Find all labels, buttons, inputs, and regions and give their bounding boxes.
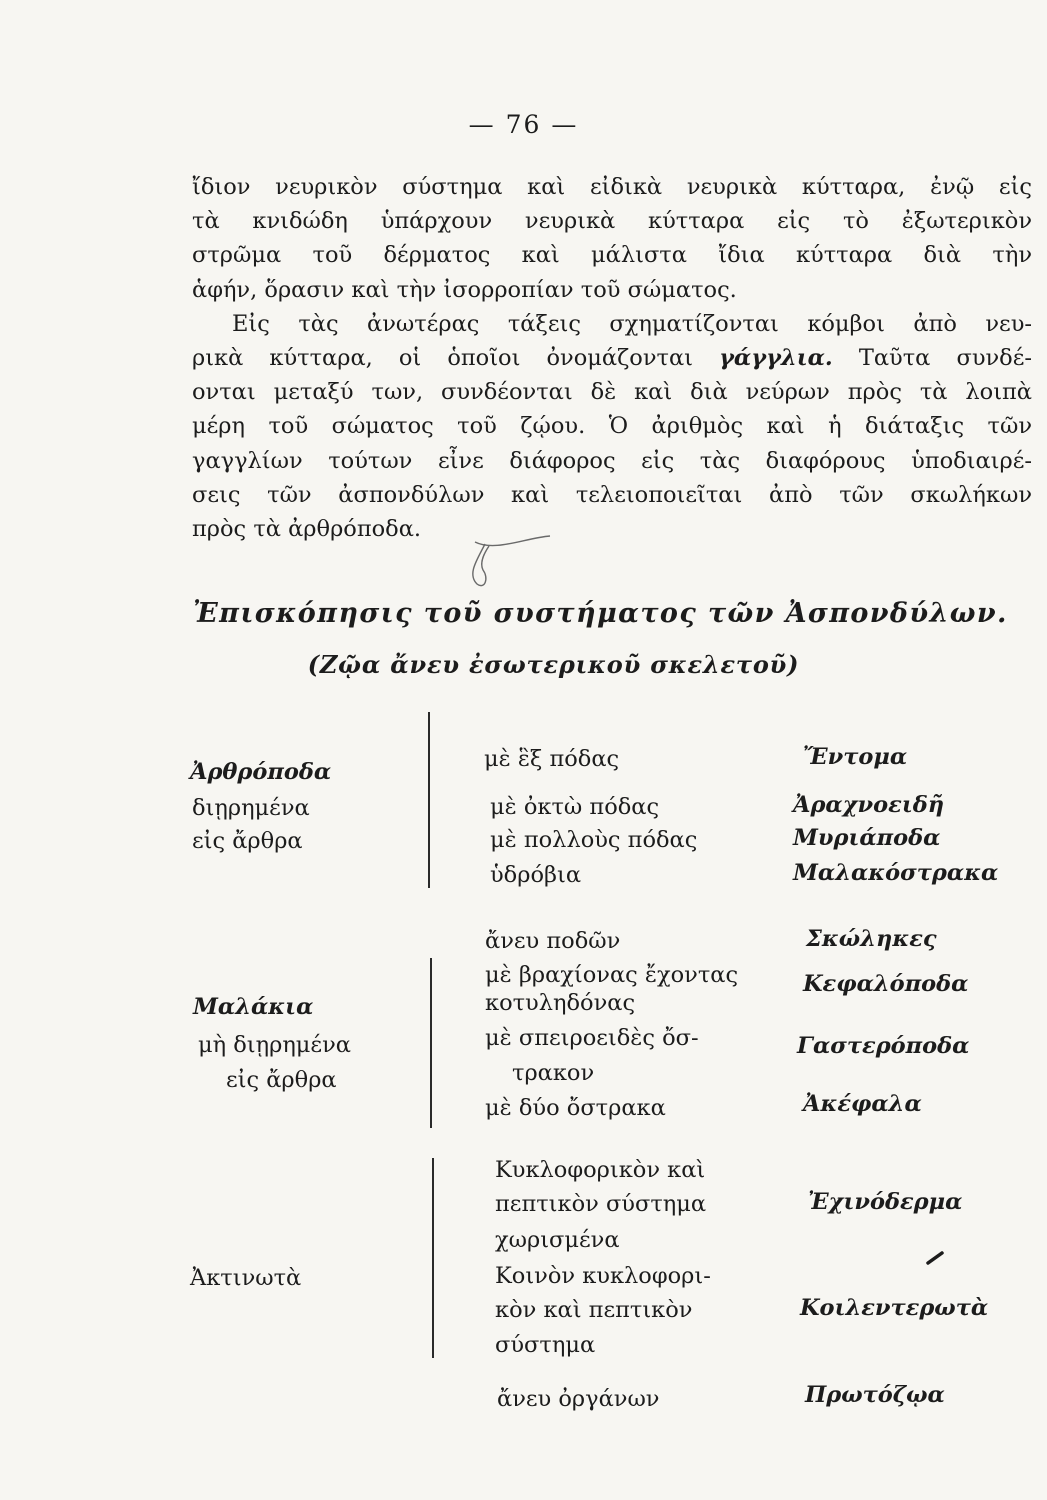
- text-line: μέρη τοῦ σώματος τοῦ ζῴου. Ὁ ἀριθμὸς καὶ ἡ διάταξις τῶν: [192, 413, 1032, 440]
- feature-text: μὲ βραχίονας ἔχοντας: [485, 962, 739, 988]
- text-line: ονται μεταξύ των, συνδέονται δὲ καὶ διὰ νεύρων πρὸς τὰ λοιπὰ: [192, 379, 1032, 406]
- feature-text: μὲ ἓξ πόδας: [484, 746, 620, 772]
- group-name-arthropoda: Ἀρθρόποδα: [190, 759, 332, 785]
- text-line: [192, 341, 1032, 375]
- class-name: Σκώληκες: [806, 926, 937, 952]
- feature-text: ἄνευ ὀργάνων: [497, 1386, 660, 1412]
- feature-text: μὲ πολλοὺς πόδας: [490, 827, 698, 853]
- ink-mark: [925, 1250, 945, 1266]
- text-line: στρῶμα τοῦ δέρματος καὶ μάλιστα ἴδια κύτταρα διὰ τὴν: [192, 242, 1032, 269]
- feature-text: Κοινὸν κυκλοφορι-: [495, 1263, 711, 1289]
- text-fragment: Ταῦτα συνδέ-: [858, 344, 1032, 371]
- text-fragment: ρικὰ κύτταρα, οἱ ὁποῖοι ὀνομάζονται: [192, 344, 693, 371]
- brace-line: [428, 712, 430, 800]
- brace-line: [430, 958, 432, 1128]
- section-heading: Ἐπισκόπησις τοῦ συστήματος τῶν Ἀσπονδύλων.: [193, 598, 1008, 629]
- section-subheading: (Ζῷα ἄνευ ἐσωτερικοῦ σκελετοῦ): [307, 650, 800, 679]
- group-description: εἰς ἄρθρα: [192, 828, 303, 854]
- class-name: Πρωτόζῳα: [805, 1382, 945, 1408]
- brace-line: [432, 1158, 434, 1358]
- text-line: τὰ κνιδώδη ὑπάρχουν νευρικὰ κύτταρα εἰς τὸ ἐξωτερικὸν: [192, 208, 1032, 235]
- feature-text: τρακον: [512, 1060, 595, 1086]
- text-line: ἁφήν, ὅρασιν καὶ τὴν ἰσορροπίαν τοῦ σώματος.: [192, 276, 737, 303]
- feature-text: πεπτικὸν σύστημα: [495, 1191, 707, 1217]
- class-name: Κεφαλόποδα: [803, 971, 969, 997]
- text-line: γαγγλίων τούτων εἶνε διάφορος εἰς τὰς διαφόρους ὑποδιαιρέ-: [192, 447, 1032, 474]
- feature-text: σύστημα: [495, 1332, 596, 1358]
- group-description: εἰς ἄρθρα: [226, 1067, 337, 1093]
- feature-text: μὲ ὀκτὼ πόδας: [490, 794, 660, 820]
- feature-text: κὸν καὶ πεπτικὸν: [495, 1297, 693, 1323]
- feature-text: κοτυληδόνας: [485, 990, 636, 1016]
- text-line: πρὸς τὰ ἀρθρόποδα.: [192, 515, 422, 542]
- class-name: Ἀκέφαλα: [803, 1091, 922, 1117]
- feature-text: ὑδρόβια: [490, 862, 582, 888]
- body-text: [192, 170, 1032, 546]
- class-name: Κοιλεντερωτὰ: [800, 1295, 989, 1321]
- text-line: ἴδιον νευρικὸν σύστημα καὶ εἰδικὰ νευρικὰ κύτταρα, ἐνῷ εἰς: [192, 174, 1032, 200]
- class-name: Ἀραχνοειδῆ: [793, 792, 945, 818]
- class-name: Μαλακόστρακα: [793, 860, 999, 886]
- feature-text: μὲ δύο ὄστρακα: [485, 1095, 666, 1121]
- text-line: Εἰς τὰς ἀνωτέρας τάξεις σχηματίζονται κόμβοι ἀπὸ νευ-: [232, 310, 1032, 337]
- group-name-malakia: Μαλάκια: [193, 994, 314, 1020]
- group-name-aktinota: Ἀκτινωτὰ: [190, 1265, 302, 1291]
- page-number: — 76 —: [468, 110, 579, 139]
- feature-text: ἄνευ ποδῶν: [485, 928, 621, 954]
- group-description: διῃρημένα: [192, 795, 310, 821]
- feature-text: χωρισμένα: [495, 1227, 620, 1253]
- class-name: Μυριάποδα: [793, 825, 941, 851]
- pencil-mark: [455, 530, 555, 595]
- group-description: μὴ διῃρημένα: [198, 1032, 351, 1058]
- class-name: Ἔντομα: [803, 744, 908, 770]
- class-name: Ἐχινόδερμα: [808, 1189, 963, 1215]
- text-line: σεις τῶν ἀσπονδύλων καὶ τελειοποιεῖται ἀπὸ τῶν σκωλήκων: [192, 481, 1032, 508]
- feature-text: μὲ σπειροειδὲς ὄσ-: [485, 1025, 699, 1051]
- term-gaglia: γάγγλια.: [719, 344, 833, 371]
- feature-text: Κυκλοφορικὸν καὶ: [495, 1157, 706, 1183]
- class-name: Γαστερόποδα: [797, 1033, 970, 1059]
- brace-line: [428, 798, 430, 888]
